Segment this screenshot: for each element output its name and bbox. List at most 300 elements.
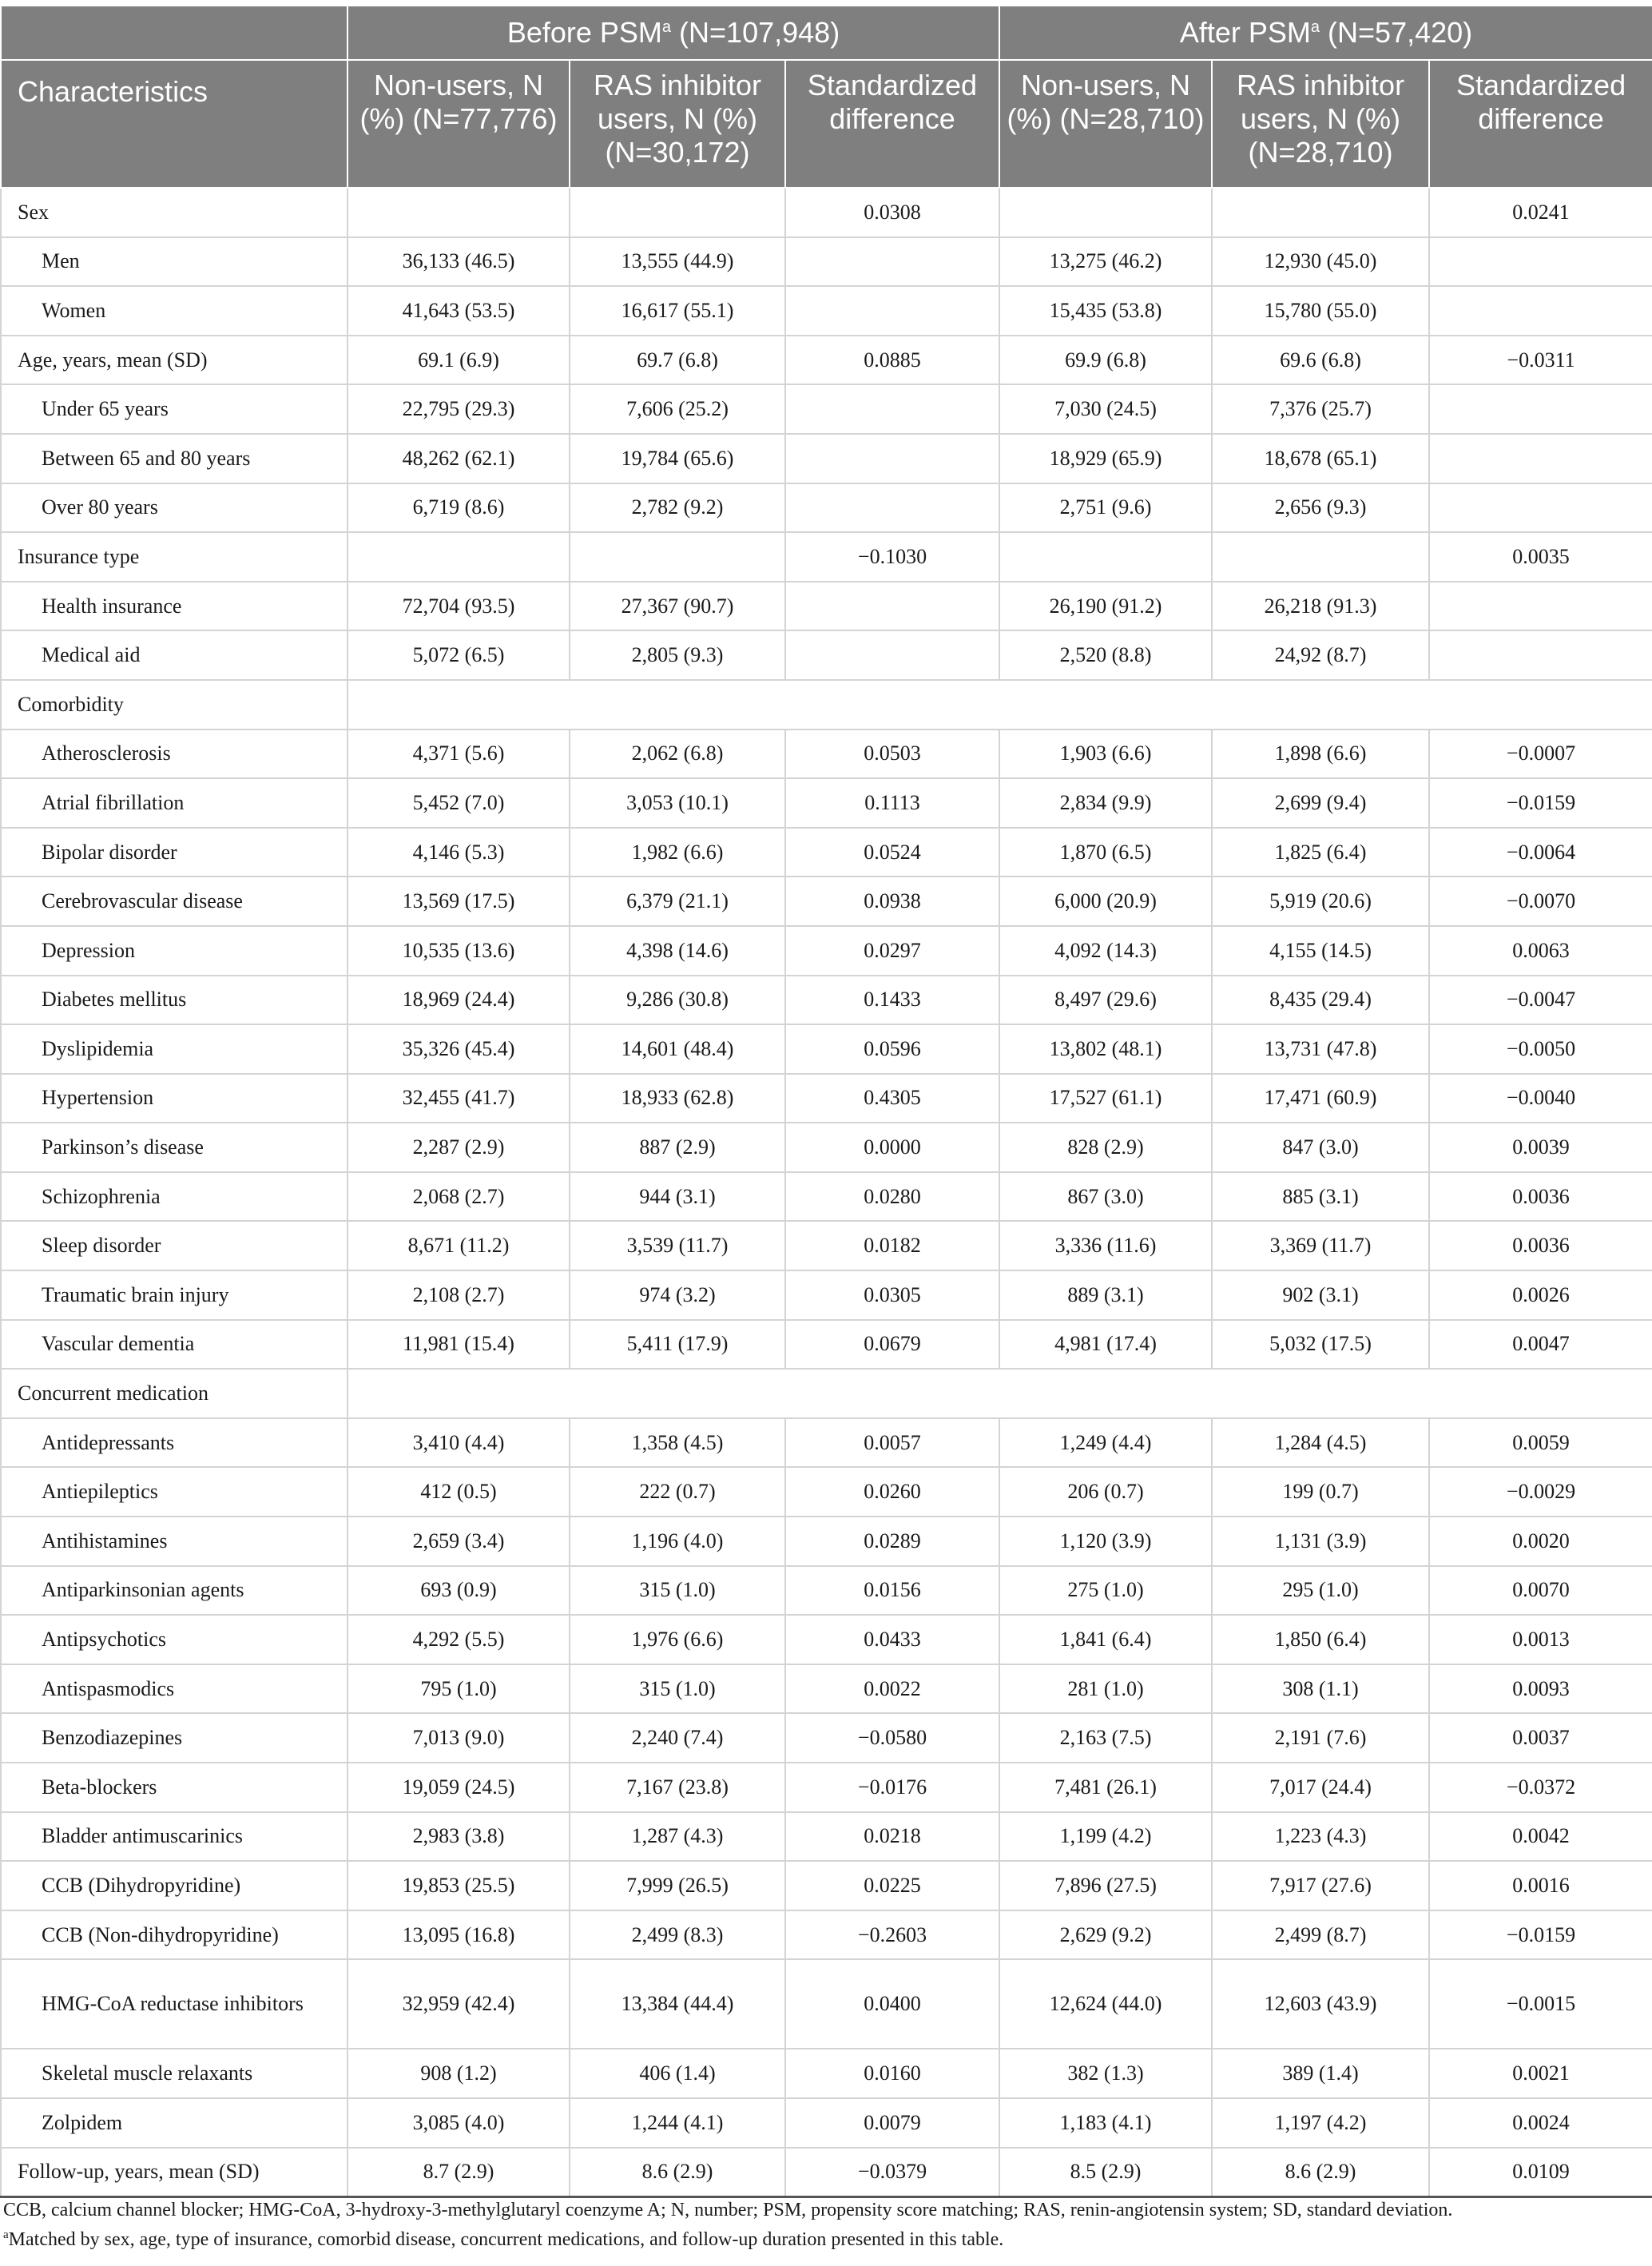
row-label: Women — [1, 286, 347, 336]
table-cell: 0.0109 — [1429, 2148, 1652, 2197]
table-cell: 902 (3.1) — [1212, 1270, 1429, 1320]
section-spacer-cell — [347, 680, 1652, 729]
table-row — [1, 630, 1652, 680]
table-row — [1, 1467, 1652, 1517]
table-cell: 8.5 (2.9) — [999, 2148, 1212, 2197]
table-cell: 0.0035 — [1429, 532, 1652, 582]
table-row — [1, 976, 1652, 1025]
footnote-abbreviations: CCB, calcium channel blocker; HMG-CoA, 3-hydroxy-3-methylglutaryl coenzyme A; N, number; PSM, propensity score matching; RAS, renin-angiotensin system; SD, standard deviation. — [3, 2200, 1453, 2220]
table-row — [1, 1369, 1652, 1418]
row-label: Antispasmodics — [1, 1664, 347, 1714]
table-cell: 17,471 (60.9) — [1212, 1074, 1429, 1123]
table-cell: 13,384 (44.4) — [570, 1959, 785, 2049]
table-cell: 1,284 (4.5) — [1212, 1418, 1429, 1468]
table-cell: 69.9 (6.8) — [999, 336, 1212, 385]
row-label: Benzodiazepines — [1, 1713, 347, 1763]
table-cell: 406 (1.4) — [570, 2049, 785, 2098]
table-cell: 9,286 (30.8) — [570, 976, 785, 1025]
table-cell: 7,606 (25.2) — [570, 384, 785, 434]
table-cell: 0.0037 — [1429, 1713, 1652, 1763]
table-cell: 0.0524 — [785, 828, 999, 877]
table-cell: 222 (0.7) — [570, 1467, 785, 1517]
table-cell: 2,983 (3.8) — [347, 1812, 570, 1862]
table-cell: 0.0024 — [1429, 2098, 1652, 2148]
table-cell: 0.0022 — [785, 1664, 999, 1714]
table-cell: 1,223 (4.3) — [1212, 1812, 1429, 1862]
table-cell: −0.0580 — [785, 1713, 999, 1763]
table-cell: 0.0026 — [1429, 1270, 1652, 1320]
table-cell: 16,617 (55.1) — [570, 286, 785, 336]
row-label: Bipolar disorder — [1, 828, 347, 877]
table-cell: 1,196 (4.0) — [570, 1517, 785, 1566]
table-cell: 6,719 (8.6) — [347, 483, 570, 533]
table-cell: 7,999 (26.5) — [570, 1861, 785, 1910]
table-cell: −0.0311 — [1429, 336, 1652, 385]
table-cell: 795 (1.0) — [347, 1664, 570, 1714]
table-cell: 1,120 (3.9) — [999, 1517, 1212, 1566]
table-cell: −0.0070 — [1429, 877, 1652, 926]
table-cell — [785, 384, 999, 434]
table-cell: 0.1113 — [785, 778, 999, 828]
table-cell: 885 (3.1) — [1212, 1172, 1429, 1222]
table-cell: 0.4305 — [785, 1074, 999, 1123]
footnotes — [3, 2196, 1649, 2255]
table-row — [1, 877, 1652, 926]
table-cell: 36,133 (46.5) — [347, 237, 570, 287]
table-cell: 974 (3.2) — [570, 1270, 785, 1320]
table-cell: 5,919 (20.6) — [1212, 877, 1429, 926]
table-row — [1, 828, 1652, 877]
table-cell: 2,834 (9.9) — [999, 778, 1212, 828]
table-cell: 2,699 (9.4) — [1212, 778, 1429, 828]
row-label: Antihistamines — [1, 1517, 347, 1566]
table-row — [1, 237, 1652, 287]
table-cell: 8,435 (29.4) — [1212, 976, 1429, 1025]
table-cell: 8,497 (29.6) — [999, 976, 1212, 1025]
table-cell: 13,095 (16.8) — [347, 1910, 570, 1960]
table-cell: 69.7 (6.8) — [570, 336, 785, 385]
table-cell: 2,805 (9.3) — [570, 630, 785, 680]
table-cell: 13,275 (46.2) — [999, 237, 1212, 287]
table-cell: 308 (1.1) — [1212, 1664, 1429, 1714]
before-psm-label: Before PSM — [506, 16, 662, 49]
table-cell: 5,452 (7.0) — [347, 778, 570, 828]
table-row — [1, 729, 1652, 779]
table-cell: 12,624 (44.0) — [999, 1959, 1212, 2049]
table-cell: 1,244 (4.1) — [570, 2098, 785, 2148]
table-cell: 3,336 (11.6) — [999, 1221, 1212, 1270]
header-col-after-stddiff: Standardized difference — [1429, 60, 1652, 188]
table-cell: 0.0059 — [1429, 1418, 1652, 1468]
table-row — [1, 1959, 1652, 2049]
table-cell: 72,704 (93.5) — [347, 582, 570, 631]
table-cell: −0.0040 — [1429, 1074, 1652, 1123]
table-row — [1, 1713, 1652, 1763]
row-label: Atrial fibrillation — [1, 778, 347, 828]
table-cell — [1429, 630, 1652, 680]
footnote-matching — [3, 2225, 1649, 2255]
table-cell: −0.2603 — [785, 1910, 999, 1960]
table-cell — [1429, 582, 1652, 631]
table-cell — [1212, 532, 1429, 582]
row-label: Between 65 and 80 years — [1, 434, 347, 483]
table-cell: 0.0182 — [785, 1221, 999, 1270]
table-cell: 7,167 (23.8) — [570, 1763, 785, 1812]
table-cell: 0.0021 — [1429, 2049, 1652, 2098]
row-label: Vascular dementia — [1, 1320, 347, 1370]
table-cell: 2,656 (9.3) — [1212, 483, 1429, 533]
table-row — [1, 1910, 1652, 1960]
table-cell: 0.0063 — [1429, 926, 1652, 976]
table-cell: 0.0679 — [785, 1320, 999, 1370]
table-cell: 18,678 (65.1) — [1212, 434, 1429, 483]
before-psm-sup: a — [661, 18, 672, 36]
table-cell: −0.0372 — [1429, 1763, 1652, 1812]
table-cell — [785, 286, 999, 336]
section-spacer-cell — [347, 1369, 1652, 1418]
table-cell: 12,603 (43.9) — [1212, 1959, 1429, 2049]
table-cell: 18,933 (62.8) — [570, 1074, 785, 1123]
table-cell: 0.0280 — [785, 1172, 999, 1222]
row-label: Under 65 years — [1, 384, 347, 434]
row-label: CCB (Non-dihydropyridine) — [1, 1910, 347, 1960]
table-cell: 4,371 (5.6) — [347, 729, 570, 779]
table-cell: 7,917 (27.6) — [1212, 1861, 1429, 1910]
table-row — [1, 1172, 1652, 1222]
table-row — [1, 1861, 1652, 1910]
table-cell: 10,535 (13.6) — [347, 926, 570, 976]
row-label: HMG-CoA reductase inhibitors — [1, 1959, 347, 2049]
row-label: Antiepileptics — [1, 1467, 347, 1517]
row-label: Follow-up, years, mean (SD) — [1, 2148, 347, 2197]
table-cell: 889 (3.1) — [999, 1270, 1212, 1320]
header-after-psm — [999, 6, 1652, 60]
table-row — [1, 1074, 1652, 1123]
table-cell: 2,068 (2.7) — [347, 1172, 570, 1222]
header-empty-cell — [1, 6, 347, 60]
table-row — [1, 2049, 1652, 2098]
table-row — [1, 532, 1652, 582]
table-cell: 13,569 (17.5) — [347, 877, 570, 926]
row-label: Dyslipidemia — [1, 1024, 347, 1074]
before-psm-n: (N=107,948) — [679, 16, 840, 49]
table-row — [1, 680, 1652, 729]
row-label: Beta-blockers — [1, 1763, 347, 1812]
table-cell: 32,455 (41.7) — [347, 1074, 570, 1123]
table-cell: 3,369 (11.7) — [1212, 1221, 1429, 1270]
table-cell: 2,062 (6.8) — [570, 729, 785, 779]
table-cell: 0.0503 — [785, 729, 999, 779]
table-cell: 206 (0.7) — [999, 1467, 1212, 1517]
header-before-psm — [347, 6, 999, 60]
table-cell: 2,499 (8.7) — [1212, 1910, 1429, 1960]
header-group-row — [1, 6, 1652, 60]
table-row — [1, 2148, 1652, 2197]
table-cell: 2,659 (3.4) — [347, 1517, 570, 1566]
table-row — [1, 1664, 1652, 1714]
footnote-matching-text: Matched by sex, age, type of insurance, comorbid disease, concurrent medications, and follow-up duration presented in this table. — [8, 2229, 1004, 2250]
table-cell: 1,197 (4.2) — [1212, 2098, 1429, 2148]
table-cell: 4,146 (5.3) — [347, 828, 570, 877]
table-cell: 1,825 (6.4) — [1212, 828, 1429, 877]
table-cell: 6,379 (21.1) — [570, 877, 785, 926]
table-cell: 281 (1.0) — [999, 1664, 1212, 1714]
table-cell: 14,601 (48.4) — [570, 1024, 785, 1074]
table-cell: 69.6 (6.8) — [1212, 336, 1429, 385]
table-cell — [347, 532, 570, 582]
table-cell: 382 (1.3) — [999, 2049, 1212, 2098]
row-label: Parkinson’s disease — [1, 1123, 347, 1172]
table-cell — [785, 483, 999, 533]
row-label: Depression — [1, 926, 347, 976]
table-cell: 7,030 (24.5) — [999, 384, 1212, 434]
row-label: Antipsychotics — [1, 1615, 347, 1664]
table-cell: 2,163 (7.5) — [999, 1713, 1212, 1763]
row-label: Men — [1, 237, 347, 287]
table-cell: 2,191 (7.6) — [1212, 1713, 1429, 1763]
table-cell: 7,376 (25.7) — [1212, 384, 1429, 434]
table-cell: 7,017 (24.4) — [1212, 1763, 1429, 1812]
table-cell: 26,218 (91.3) — [1212, 582, 1429, 631]
table-cell: 8.6 (2.9) — [570, 2148, 785, 2197]
table-cell: 295 (1.0) — [1212, 1566, 1429, 1616]
table-cell: 26,190 (91.2) — [999, 582, 1212, 631]
table-cell: 3,410 (4.4) — [347, 1418, 570, 1468]
after-psm-sup: a — [1310, 18, 1320, 36]
table-cell: 3,085 (4.0) — [347, 2098, 570, 2148]
table-cell: 0.0308 — [785, 188, 999, 237]
table-cell: 4,092 (14.3) — [999, 926, 1212, 976]
table-cell: 944 (3.1) — [570, 1172, 785, 1222]
table-cell: 0.1433 — [785, 976, 999, 1025]
row-label: Age, years, mean (SD) — [1, 336, 347, 385]
table-cell: 13,731 (47.8) — [1212, 1024, 1429, 1074]
table-cell — [347, 188, 570, 237]
header-col-after-nonusers: Non-users, N (%) (N=28,710) — [999, 60, 1212, 188]
row-label: Diabetes mellitus — [1, 976, 347, 1025]
table-cell: 11,981 (15.4) — [347, 1320, 570, 1370]
table-cell: 0.0036 — [1429, 1221, 1652, 1270]
table-cell: 0.0160 — [785, 2049, 999, 2098]
table-row — [1, 582, 1652, 631]
table-cell: 828 (2.9) — [999, 1123, 1212, 1172]
table-cell: 19,059 (24.5) — [347, 1763, 570, 1812]
table-cell: 0.0596 — [785, 1024, 999, 1074]
table-cell — [1429, 237, 1652, 287]
table-cell: 8.7 (2.9) — [347, 2148, 570, 2197]
row-label: Zolpidem — [1, 2098, 347, 2148]
row-label: Sleep disorder — [1, 1221, 347, 1270]
row-label: Health insurance — [1, 582, 347, 631]
row-label: Bladder antimuscarinics — [1, 1812, 347, 1862]
table-cell: 0.0289 — [785, 1517, 999, 1566]
table-cell: 1,249 (4.4) — [999, 1418, 1212, 1468]
table-cell: 847 (3.0) — [1212, 1123, 1429, 1172]
table-cell — [1429, 434, 1652, 483]
table-cell: −0.0050 — [1429, 1024, 1652, 1074]
row-label: Hypertension — [1, 1074, 347, 1123]
table-row — [1, 336, 1652, 385]
row-label: Traumatic brain injury — [1, 1270, 347, 1320]
table-cell: 2,499 (8.3) — [570, 1910, 785, 1960]
table-cell: 887 (2.9) — [570, 1123, 785, 1172]
row-label: Schizophrenia — [1, 1172, 347, 1222]
table-cell: 1,976 (6.6) — [570, 1615, 785, 1664]
table-cell — [785, 237, 999, 287]
header-column-row — [1, 60, 1652, 188]
table-cell: 0.0020 — [1429, 1517, 1652, 1566]
table-cell: 0.0225 — [785, 1861, 999, 1910]
table-row — [1, 1763, 1652, 1812]
table-cell: 1,903 (6.6) — [999, 729, 1212, 779]
table-cell: 19,784 (65.6) — [570, 434, 785, 483]
table-cell: 0.0218 — [785, 1812, 999, 1862]
table-cell: 15,780 (55.0) — [1212, 286, 1429, 336]
table-cell: 12,930 (45.0) — [1212, 237, 1429, 287]
table-row — [1, 434, 1652, 483]
table-cell: −0.0015 — [1429, 1959, 1652, 2049]
after-psm-label: After PSM — [1179, 16, 1311, 49]
row-label: Comorbidity — [1, 680, 347, 729]
table-cell: 1,982 (6.6) — [570, 828, 785, 877]
table-row — [1, 483, 1652, 533]
row-label: Over 80 years — [1, 483, 347, 533]
table-cell: 22,795 (29.3) — [347, 384, 570, 434]
table-cell: 7,481 (26.1) — [999, 1763, 1212, 1812]
table-cell: 24,92 (8.7) — [1212, 630, 1429, 680]
table-cell: 0.0070 — [1429, 1566, 1652, 1616]
table-cell: 13,555 (44.9) — [570, 237, 785, 287]
header-col-before-stddiff: Standardized difference — [785, 60, 999, 188]
row-label: CCB (Dihydropyridine) — [1, 1861, 347, 1910]
table-cell: 7,013 (9.0) — [347, 1713, 570, 1763]
table-cell: 315 (1.0) — [570, 1566, 785, 1616]
table-cell: 1,287 (4.3) — [570, 1812, 785, 1862]
header-col-before-users: RAS inhibitor users, N (%) (N=30,172) — [570, 60, 785, 188]
table-cell — [999, 532, 1212, 582]
table-row — [1, 384, 1652, 434]
table-cell: 315 (1.0) — [570, 1664, 785, 1714]
table-cell — [1212, 188, 1429, 237]
table-cell: 0.0047 — [1429, 1320, 1652, 1370]
table-row — [1, 1615, 1652, 1664]
row-label: Skeletal muscle relaxants — [1, 2049, 347, 2098]
table-cell: 5,072 (6.5) — [347, 630, 570, 680]
table-cell: 1,870 (6.5) — [999, 828, 1212, 877]
table-row — [1, 1270, 1652, 1320]
table-cell — [785, 582, 999, 631]
table-row — [1, 1517, 1652, 1566]
table-cell: 1,183 (4.1) — [999, 2098, 1212, 2148]
table-row — [1, 188, 1652, 237]
table-cell: 0.0042 — [1429, 1812, 1652, 1862]
table-row — [1, 1320, 1652, 1370]
table-row — [1, 1221, 1652, 1270]
table-cell: 1,898 (6.6) — [1212, 729, 1429, 779]
table-cell: 7,896 (27.5) — [999, 1861, 1212, 1910]
table-cell: 0.0433 — [785, 1615, 999, 1664]
table-cell: 2,751 (9.6) — [999, 483, 1212, 533]
table-cell: 0.0400 — [785, 1959, 999, 2049]
table-header — [1, 6, 1652, 188]
table-cell: 15,435 (53.8) — [999, 286, 1212, 336]
table-cell: 41,643 (53.5) — [347, 286, 570, 336]
table-cell: 693 (0.9) — [347, 1566, 570, 1616]
table-cell: 275 (1.0) — [999, 1566, 1212, 1616]
row-label: Concurrent medication — [1, 1369, 347, 1418]
table-cell — [785, 434, 999, 483]
table-cell: 8,671 (11.2) — [347, 1221, 570, 1270]
table-cell: −0.0047 — [1429, 976, 1652, 1025]
table-cell: 4,292 (5.5) — [347, 1615, 570, 1664]
table-cell: 13,802 (48.1) — [999, 1024, 1212, 1074]
table-cell: 2,240 (7.4) — [570, 1713, 785, 1763]
table-cell: 0.0938 — [785, 877, 999, 926]
table-cell: 0.0016 — [1429, 1861, 1652, 1910]
table-cell: 0.0260 — [785, 1467, 999, 1517]
table-cell: 867 (3.0) — [999, 1172, 1212, 1222]
table-cell — [570, 532, 785, 582]
table-cell: 32,959 (42.4) — [347, 1959, 570, 2049]
table-cell: 3,053 (10.1) — [570, 778, 785, 828]
table-cell: −0.0159 — [1429, 1910, 1652, 1960]
table-cell: 19,853 (25.5) — [347, 1861, 570, 1910]
table-cell: 17,527 (61.1) — [999, 1074, 1212, 1123]
table-cell: 48,262 (62.1) — [347, 434, 570, 483]
table-cell — [1429, 286, 1652, 336]
table-cell: 18,929 (65.9) — [999, 434, 1212, 483]
table-cell: 199 (0.7) — [1212, 1467, 1429, 1517]
table-cell: 1,199 (4.2) — [999, 1812, 1212, 1862]
table-cell: 1,841 (6.4) — [999, 1615, 1212, 1664]
table-cell — [1429, 384, 1652, 434]
table-cell: −0.0064 — [1429, 828, 1652, 877]
table-cell: 0.0057 — [785, 1418, 999, 1468]
table-cell: 2,629 (9.2) — [999, 1910, 1212, 1960]
table-cell: 5,032 (17.5) — [1212, 1320, 1429, 1370]
table-cell: −0.1030 — [785, 532, 999, 582]
table-cell: 1,358 (4.5) — [570, 1418, 785, 1468]
table-body — [1, 188, 1652, 2196]
table-cell: 389 (1.4) — [1212, 2049, 1429, 2098]
table-cell: 4,155 (14.5) — [1212, 926, 1429, 976]
table-cell: 0.0039 — [1429, 1123, 1652, 1172]
table-cell: 0.0036 — [1429, 1172, 1652, 1222]
table-cell: 2,108 (2.7) — [347, 1270, 570, 1320]
table-cell: −0.0379 — [785, 2148, 999, 2197]
table-cell: 18,969 (24.4) — [347, 976, 570, 1025]
table-cell: 4,398 (14.6) — [570, 926, 785, 976]
table-cell — [999, 188, 1212, 237]
table-cell: 0.0079 — [785, 2098, 999, 2148]
table-cell: 0.0885 — [785, 336, 999, 385]
table-row — [1, 926, 1652, 976]
row-label: Atherosclerosis — [1, 729, 347, 779]
table-cell: 2,782 (9.2) — [570, 483, 785, 533]
table-cell — [785, 630, 999, 680]
table-cell: 0.0000 — [785, 1123, 999, 1172]
table-cell: −0.0176 — [785, 1763, 999, 1812]
table-cell: 0.0305 — [785, 1270, 999, 1320]
table-row — [1, 1812, 1652, 1862]
table-cell: 0.0013 — [1429, 1615, 1652, 1664]
table-cell: 412 (0.5) — [347, 1467, 570, 1517]
header-col-after-users: RAS inhibitor users, N (%) (N=28,710) — [1212, 60, 1429, 188]
table-cell: 0.0297 — [785, 926, 999, 976]
table-row — [1, 1566, 1652, 1616]
row-label: Antidepressants — [1, 1418, 347, 1468]
characteristics-table — [0, 5, 1652, 2198]
